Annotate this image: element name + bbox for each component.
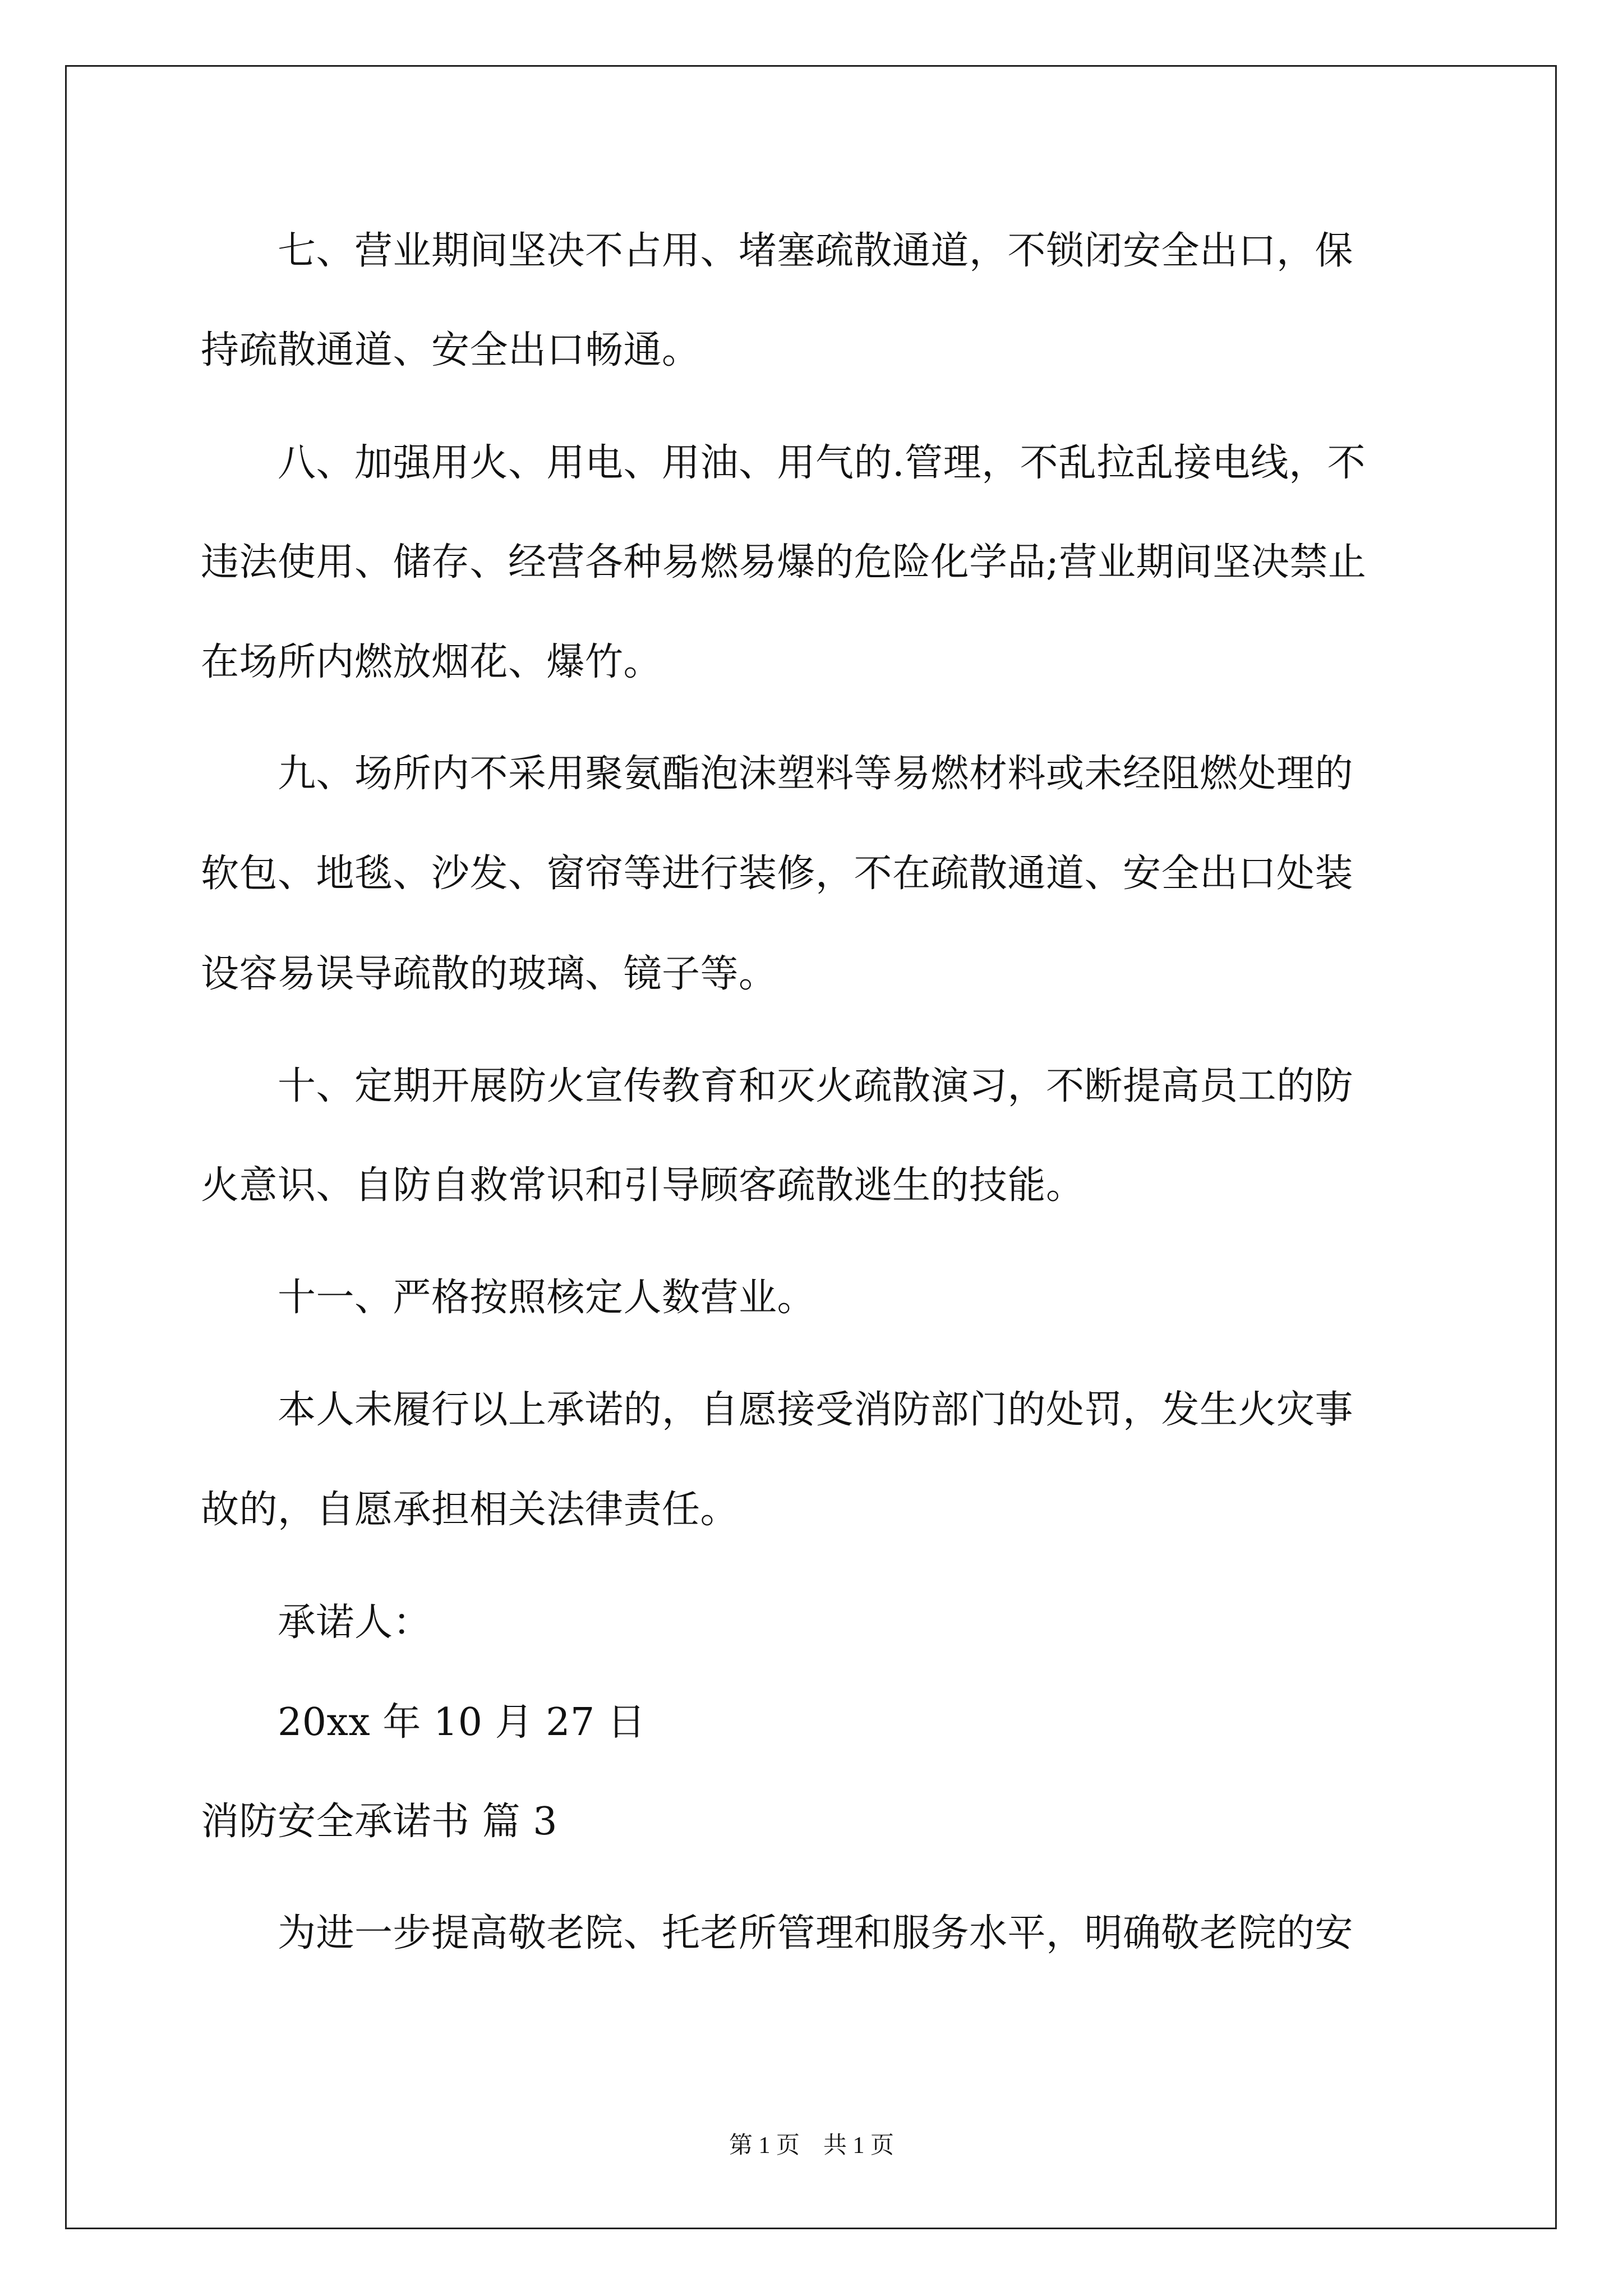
text-line: 软包、地毯、沙发、窗帘等进行装修，不在疏散通道、安全出口处装 (201, 852, 1354, 896)
text-line: 本人未履行以上承诺的，自愿接受消防部门的处罚，发生火灾事 (201, 1388, 1354, 1432)
date-line: 20xx 年 10 月 27 日 (201, 1700, 646, 1745)
text-line: 十、定期开展防火宣传教育和灭火疏散演习，不断提高员工的防 (201, 1064, 1354, 1108)
section-heading: 消防安全承诺书 篇 3 (201, 1800, 557, 1844)
text-line: 在场所内燃放烟花、爆竹。 (201, 640, 662, 684)
text-line: 违法使用、储存、经营各种易燃易爆的危险化学品;营业期间坚决禁止 (201, 540, 1367, 585)
text-line: 八、加强用火、用电、用油、用气的.管理，不乱拉乱接电线，不 (201, 441, 1366, 485)
text-line: 火意识、自防自救常识和引导顾客疏散逃生的技能。 (201, 1163, 1085, 1208)
text-line: 九、场所内不采用聚氨酯泡沫塑料等易燃材料或未经阻燃处理的 (201, 752, 1354, 796)
page-number-footer: 第 1 页 共 1 页 (728, 2133, 894, 2159)
page-border (65, 65, 1557, 2229)
text-line: 承诺人： (201, 1600, 432, 1645)
text-line: 故的，自愿承担相关法律责任。 (201, 1488, 739, 1532)
text-line: 设容易误导疏散的玻璃、镜子等。 (201, 952, 777, 996)
text-line: 为进一步提高敬老院、托老所管理和服务水平，明确敬老院的安 (201, 1911, 1354, 1955)
text-line: 七、营业期间坚决不占用、堵塞疏散通道，不锁闭安全出口，保 (201, 229, 1354, 273)
text-line: 持疏散通道、安全出口畅通。 (201, 328, 700, 372)
text-line: 十一、严格按照核定人数营业。 (201, 1276, 816, 1320)
